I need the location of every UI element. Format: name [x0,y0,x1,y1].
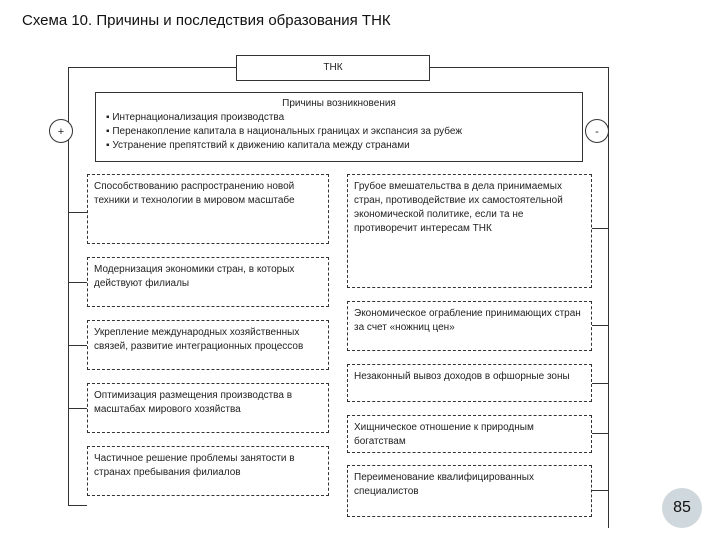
positive-effect: Способствованию распространению новой техники и технологии в мировом масштабе [87,174,329,244]
negative-effect: Переименование квалифицированных специалистов [347,465,592,517]
plus-circle: + [49,119,73,143]
connector [68,505,87,506]
connector [68,282,87,283]
connector [68,212,87,213]
connector [592,325,608,326]
negative-effect: Грубое вмешательства в дела принимаемых стран, противодействие их самостоятельной экономической политике, если та не противоречит интересам ТНК [347,174,592,288]
connector [68,345,87,346]
negative-effect: Экономическое ограбление принимающих стран за счет «ножниц цен» [347,301,592,351]
causes-list [106,111,572,153]
connector-top-left [68,67,236,68]
connector [592,383,608,384]
slide-title: Схема 10. Причины и последствия образования ТНК [22,12,391,29]
positive-effect: Модернизация экономики стран, в которых действуют филиалы [87,257,329,307]
root-node: ТНК [236,55,430,81]
connector [592,490,608,491]
connector-top-right [430,67,608,68]
negative-effect: Хищническое отношение к природным богатствам [347,415,592,453]
negative-effect: Незаконный вывоз доходов в офшорные зоны [347,364,592,402]
positive-effect: Оптимизация размещения производства в масштабах мирового хозяйства [87,383,329,433]
cause-item: ▪ Устранение препятствий к движению капитала между странами [106,140,410,151]
connector [592,433,608,434]
cause-item: ▪ Перенакопление капитала в национальных границах и экспансия за рубеж [106,126,463,137]
connector-right-spine [608,67,609,528]
connector [68,408,87,409]
cause-item: ▪ Интернационализация производства [106,112,285,123]
connector [592,228,608,229]
positive-effect: Частичное решение проблемы занятости в странах пребывания филиалов [87,446,329,496]
minus-circle: - [585,119,609,143]
causes-heading: Причины возникновения [282,98,396,109]
page-number: 85 [662,488,702,528]
positive-effect: Укрепление международных хозяйственных связей, развитие интеграционных процессов [87,320,329,370]
causes-box [95,92,583,162]
